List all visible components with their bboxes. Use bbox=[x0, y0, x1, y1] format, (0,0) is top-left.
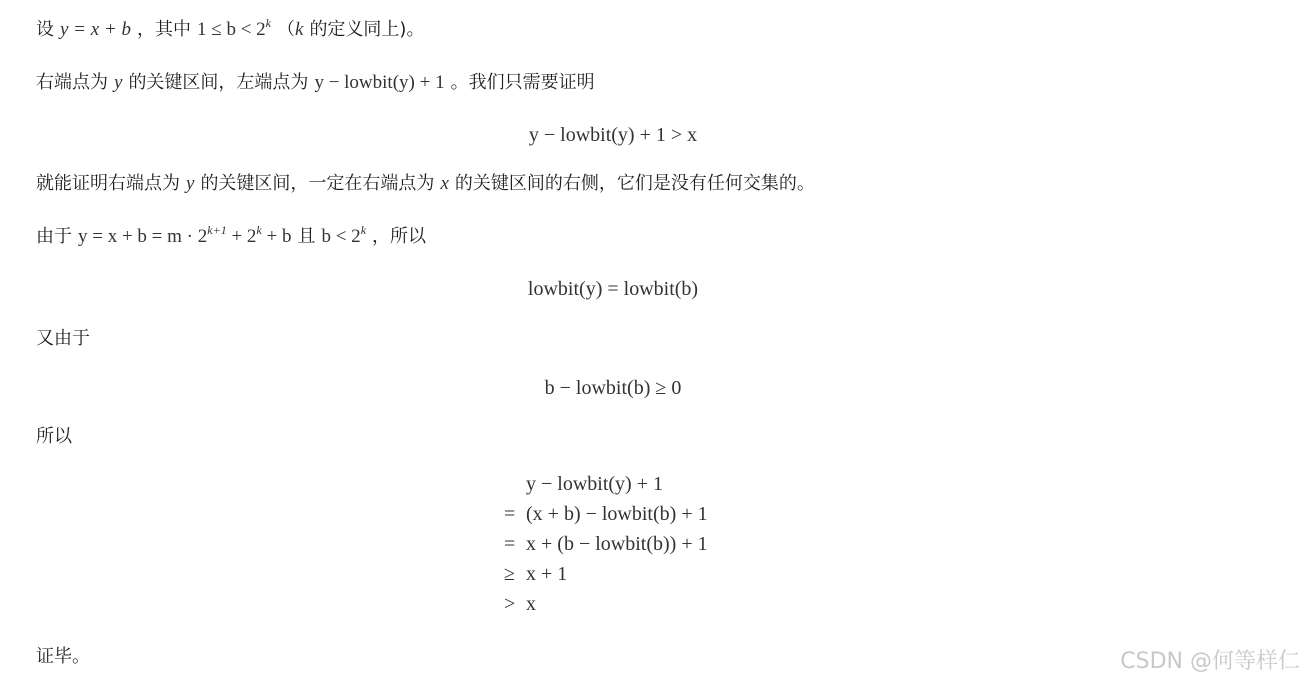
paragraph-also bbox=[36, 327, 90, 351]
inline-math: k bbox=[295, 19, 304, 40]
text: 就能证明右端点为 bbox=[36, 173, 180, 194]
paragraph-conclusion-intro bbox=[36, 172, 815, 196]
text: 的关键区间的右侧，它们是没有任何交集的。 bbox=[454, 173, 815, 194]
inline-math: y = x + b bbox=[60, 19, 132, 40]
inline-math: y bbox=[186, 173, 195, 194]
derivation-line: > x bbox=[504, 593, 536, 615]
text: 。我们只需要证明 bbox=[450, 72, 595, 93]
text: 的关键区间，一定在右端点为 bbox=[200, 173, 435, 194]
text: 所以 bbox=[36, 426, 72, 447]
paragraph-goal bbox=[36, 71, 595, 95]
derivation-line: = (x + b) − lowbit(b) + 1 bbox=[504, 503, 708, 525]
inline-math: $y = x + b = m \cdot 2^{k+1} + 2^k + b$ bbox=[78, 223, 292, 247]
text: 由于 bbox=[36, 226, 72, 247]
derivation-line: y − lowbit(y) + 1 bbox=[526, 473, 663, 495]
paragraph-qed bbox=[36, 645, 90, 669]
text: 证毕。 bbox=[36, 646, 90, 667]
text: 右端点为 bbox=[36, 72, 108, 93]
display-equation-goal: y − lowbit(y) + 1 > x bbox=[528, 124, 698, 146]
text: 的定义同上)。 bbox=[309, 19, 425, 40]
inline-math: $1 \le b < 2^k$ bbox=[197, 16, 271, 40]
paragraph-since bbox=[36, 225, 426, 249]
paragraph-definition bbox=[36, 18, 424, 42]
inline-math: x bbox=[440, 173, 449, 194]
aligned-derivation bbox=[504, 469, 708, 619]
display-equation-lowbit: lowbit(y) = lowbit(b) bbox=[527, 278, 699, 300]
paragraph-therefore bbox=[36, 425, 72, 449]
csdn-watermark: CSDN @何等样仁 bbox=[1120, 649, 1300, 674]
text: 又由于 bbox=[36, 328, 90, 349]
derivation-line: ≥ x + 1 bbox=[504, 563, 568, 585]
text: 的关键区间，左端点为 bbox=[128, 72, 309, 93]
text: 且 bbox=[297, 226, 316, 247]
display-equation-inequality: b − lowbit(b) ≥ 0 bbox=[544, 377, 682, 399]
inline-math: y − lowbit(y) + 1 bbox=[314, 72, 445, 93]
text: ，其中 bbox=[137, 19, 192, 40]
text: ，所以 bbox=[372, 226, 427, 247]
derivation-line: = x + (b − lowbit(b)) + 1 bbox=[504, 533, 708, 555]
inline-math: $b < 2^k$ bbox=[321, 223, 367, 247]
text: （ bbox=[277, 19, 295, 40]
text: 设 bbox=[36, 19, 54, 40]
inline-math: y bbox=[114, 72, 123, 93]
